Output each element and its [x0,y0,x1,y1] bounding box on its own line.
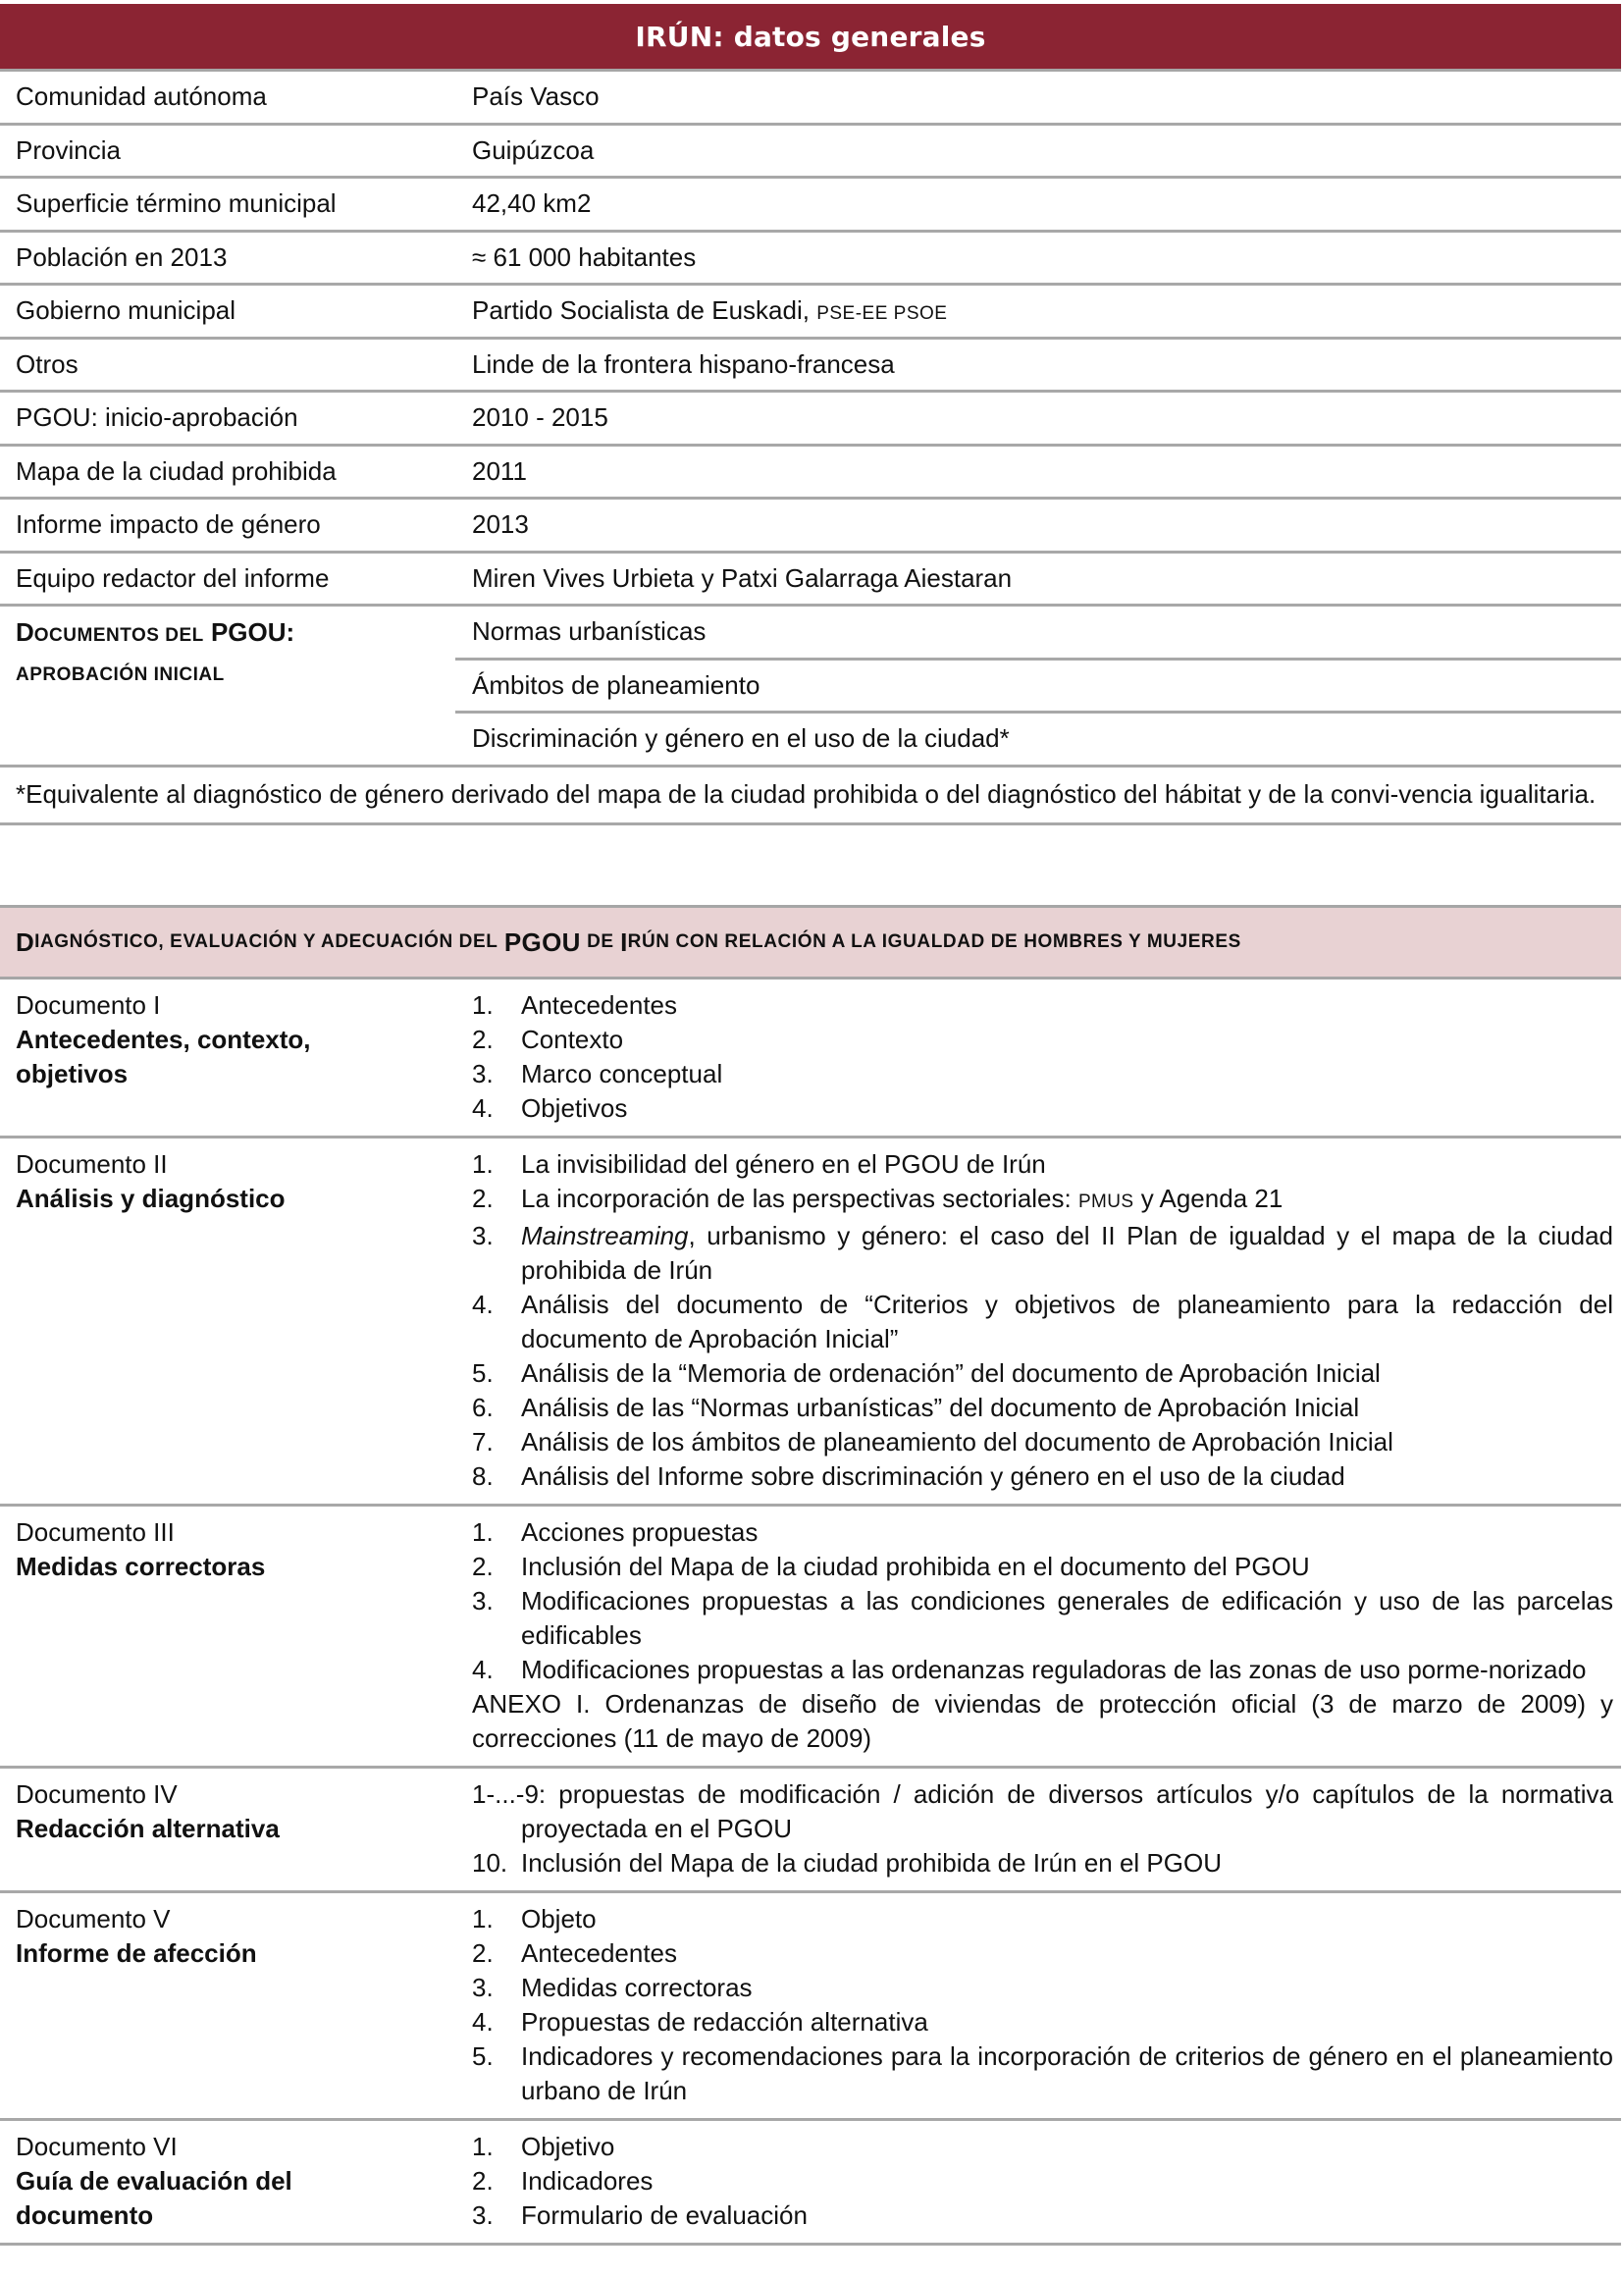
item-text: Objetivos [521,1093,628,1123]
row-value [455,295,1621,326]
label-line-2: APROBACIÓN INICIAL [16,664,225,685]
document-label [0,1147,455,1494]
item-number: 6. [472,1393,494,1422]
pgou-documents-row [0,607,1621,768]
party-acronym: PSE-EE PSOE [816,303,948,325]
list-item [472,1936,1613,1971]
document-label [0,1777,455,1880]
list-item [472,2039,1613,2108]
document-contents [455,2130,1621,2233]
list-item [472,1023,1613,1057]
row-value: Linde de la frontera hispano-francesa [472,348,895,379]
item-acronym: PMUS [1077,1191,1134,1212]
row-label: Equipo redactor del informe [16,562,330,593]
row-label: Gobierno municipal [16,295,236,326]
item-text: Indicadores [521,2166,654,2196]
item-text: Modificaciones propuestas a las ordenanzas reguladoras de las zonas de uso porme-norizado [521,1655,1587,1684]
item-text: Formulario de evaluación [521,2200,808,2230]
item-text: Indicadores y recomendaciones para la incorporación de criterios de género en el planeamiento urbano de Irún [521,2041,1613,2105]
table-row [0,126,1621,180]
item-number: 2. [472,2166,494,2196]
item-number: 1-...-9: [472,1779,547,1809]
item-text [521,1219,1613,1288]
list-item [472,1777,1613,1846]
row-label: Población en 2013 [16,241,228,272]
pgou-documents-label [0,607,455,765]
list-item [472,1584,1613,1653]
item-text: Objetivo [521,2132,615,2161]
row-value: Miren Vives Urbieta y Patxi Galarraga Aiestaran [472,562,1013,593]
item-number: 4. [472,1093,494,1123]
list-item [472,1182,1613,1219]
table-row [0,340,1621,394]
document-contents [455,1902,1621,2108]
document-name: Documento VI [16,2132,178,2161]
row-value: 2011 [472,455,527,486]
item-text: Análisis de la “Memoria de ordenación” del documento de Aprobación Inicial [521,1358,1381,1388]
list-item [472,1902,1613,1936]
pgou-documents-list [455,607,1621,765]
item-number: 1. [472,1149,494,1179]
document-row [0,1138,1621,1507]
label-small: OCUMENTOS DEL [33,625,204,646]
item-number: 3. [472,1059,494,1088]
item-number: 4. [472,2007,494,2037]
document-contents [455,988,1621,1126]
item-number: 1. [472,1517,494,1547]
item-text: Inclusión del Mapa de la ciudad prohibida de Irún en el PGOU [521,1848,1222,1878]
item-number: 1. [472,990,494,1020]
item-number: 5. [472,2041,494,2071]
item-number: 4. [472,1655,494,1684]
item-text: Objeto [521,1904,597,1933]
document-label [0,1902,455,2108]
item-number: 1. [472,2132,494,2161]
item-text: Antecedentes [521,1938,678,1968]
list-item [472,1459,1613,1494]
header-cap: D [16,927,35,957]
list-item [472,1846,1613,1880]
party-name: Partido Socialista de Euskadi, [472,295,810,326]
item-number: 8. [472,1461,494,1491]
row-value: ≈ 61 000 habitantes [472,241,697,272]
item-number: 3. [472,2200,494,2230]
document-name: Documento II [16,1149,168,1179]
row-label: Comunidad autónoma [16,81,267,112]
item-text: Modificaciones propuestas a las condiciones generales de edificación y uso de las parcelas edificables [521,1586,1613,1650]
document-label [0,988,455,1126]
list-item [472,2130,1613,2164]
document-contents [455,1777,1621,1880]
header-cap: I [620,927,628,957]
header-small: IAGNÓSTICO, EVALUACIÓN Y ADECUACIÓN DEL [34,931,498,952]
annex-text: ANEXO I. Ordenanzas de diseño de viviendas de protección oficial (3 de marzo de 2009) y correcciones (11 de mayo de 2009) [472,1689,1613,1753]
list-item [472,1288,1613,1356]
label-cap: D [16,617,34,647]
item-italic: Mainstreaming [521,1221,689,1250]
document-name: Documento III [16,1517,175,1547]
document-title: Antecedentes, contexto, objetivos [16,1025,311,1088]
list-item [472,988,1613,1023]
document-name: Documento V [16,1904,171,1933]
table-row [0,393,1621,447]
item-text-part: La incorporación de las perspectivas sectoriales: [521,1184,1072,1213]
item-number: 4. [472,1290,494,1319]
section-header [0,905,1621,980]
item-text: Acciones propuestas [521,1517,759,1547]
item-text: La invisibilidad del género en el PGOU de Irún [521,1149,1046,1179]
header-small: RÚN CON RELACIÓN A LA IGUALDAD DE HOMBRES Y MUJERES [627,931,1241,952]
document-title: Redacción alternativa [16,1814,280,1843]
row-label: Otros [16,348,79,379]
table-row [0,179,1621,233]
item-text: Inclusión del Mapa de la ciudad prohibida en el documento del PGOU [521,1552,1310,1581]
item-text: Análisis de las “Normas urbanísticas” del documento de Aprobación Inicial [521,1393,1360,1422]
table-title-bar [0,4,1621,72]
table-row [0,554,1621,608]
item-number: 3. [472,1973,494,2002]
row-label: Mapa de la ciudad prohibida [16,455,337,486]
table-title: IRÚN: datos generales [635,20,986,53]
item-number: 10. [472,1848,508,1878]
document-row [0,2121,1621,2246]
diagnosis-table [0,905,1621,2246]
item-number: 2. [472,1184,494,1213]
row-label: Informe impacto de género [16,509,321,540]
document-row [0,1507,1621,1769]
item-text: Propuestas de redacción alternativa [521,2007,928,2037]
table-row [0,233,1621,287]
list-item [472,1515,1613,1550]
item-number: 3. [472,1586,494,1615]
item-text: Análisis de los ámbitos de planeamiento del documento de Aprobación Inicial [521,1427,1393,1456]
item-number: 1. [472,1904,494,1933]
item-number: 2. [472,1938,494,1968]
document-title: Informe de afección [16,1938,257,1968]
pgou-document-item: Normas urbanísticas [455,607,1621,661]
document-label [0,2130,455,2233]
item-text [521,1182,1613,1219]
list-item [472,1356,1613,1391]
item-text: Antecedentes [521,990,678,1020]
item-number: 7. [472,1427,494,1456]
table-row [0,447,1621,501]
row-value: País Vasco [472,81,600,112]
document-name: Documento IV [16,1779,178,1809]
table-row [0,500,1621,554]
document-row [0,1769,1621,1893]
document-title: Medidas correctoras [16,1552,266,1581]
pgou-document-item: Discriminación y género en el uso de la ciudad* [472,723,1010,754]
document-row [0,980,1621,1138]
document-title: Guía de evaluación del documento [16,2166,292,2230]
item-text: Análisis del Informe sobre discriminación y género en el uso de la ciudad [521,1461,1345,1491]
general-rows [0,72,1621,825]
item-text: Análisis del documento de “Criterios y objetivos de planeamiento para la redacción del documento de Aprobación Inicial” [521,1290,1613,1353]
footnote: *Equivalente al diagnóstico de género derivado del mapa de la ciudad prohibida o del diagnóstico del hábitat y de la convi-vencia igualitaria. [0,768,1621,825]
item-text-part: , urbanismo y género: el caso del II Plan de igualdad y el mapa de la ciudad prohibida de Irún [521,1221,1613,1285]
document-row [0,1893,1621,2121]
list-item [472,2164,1613,2198]
item-number: 3. [472,1221,494,1250]
document-label [0,1515,455,1756]
list-item [472,1653,1613,1687]
list-item [472,1219,1613,1288]
item-text: Marco conceptual [521,1059,723,1088]
list-item [472,2198,1613,2233]
header-small: DE [587,931,614,952]
row-label: Superficie término municipal [16,188,337,219]
document-name: Documento I [16,990,161,1020]
list-item [472,2005,1613,2039]
list-item [472,1391,1613,1425]
general-data-table [0,4,1621,825]
item-number: 5. [472,1358,494,1388]
label-big: PGOU: [210,617,295,647]
row-value: 42,40 km2 [472,188,592,219]
row-label: Provincia [16,134,121,165]
table-row [0,72,1621,126]
list-item [472,1147,1613,1182]
item-text: Medidas correctoras [521,1973,753,2002]
header-big: PGOU [503,927,581,957]
row-value: 2010 - 2015 [472,402,608,433]
pgou-document-item: Ámbitos de planeamiento [455,661,1621,715]
item-number: 2. [472,1025,494,1054]
item-number: 2. [472,1552,494,1581]
row-label: PGOU: inicio-aprobación [16,402,298,433]
list-item [472,1057,1613,1091]
document-title: Análisis y diagnóstico [16,1184,286,1213]
document-contents [455,1515,1621,1756]
table-row [0,286,1621,340]
list-item [472,1971,1613,2005]
row-value: Guipúzcoa [472,134,595,165]
list-item [472,1550,1613,1584]
list-item [472,1425,1613,1459]
document-contents [455,1147,1621,1494]
list-item [472,1091,1613,1126]
item-text-part: y Agenda 21 [1140,1184,1283,1213]
item-text: propuestas de modificación / adición de diversos artículos y/o capítulos de la normativa proyectada en el PGOU [521,1779,1613,1843]
item-text: Contexto [521,1025,624,1054]
row-value: 2013 [472,509,529,540]
